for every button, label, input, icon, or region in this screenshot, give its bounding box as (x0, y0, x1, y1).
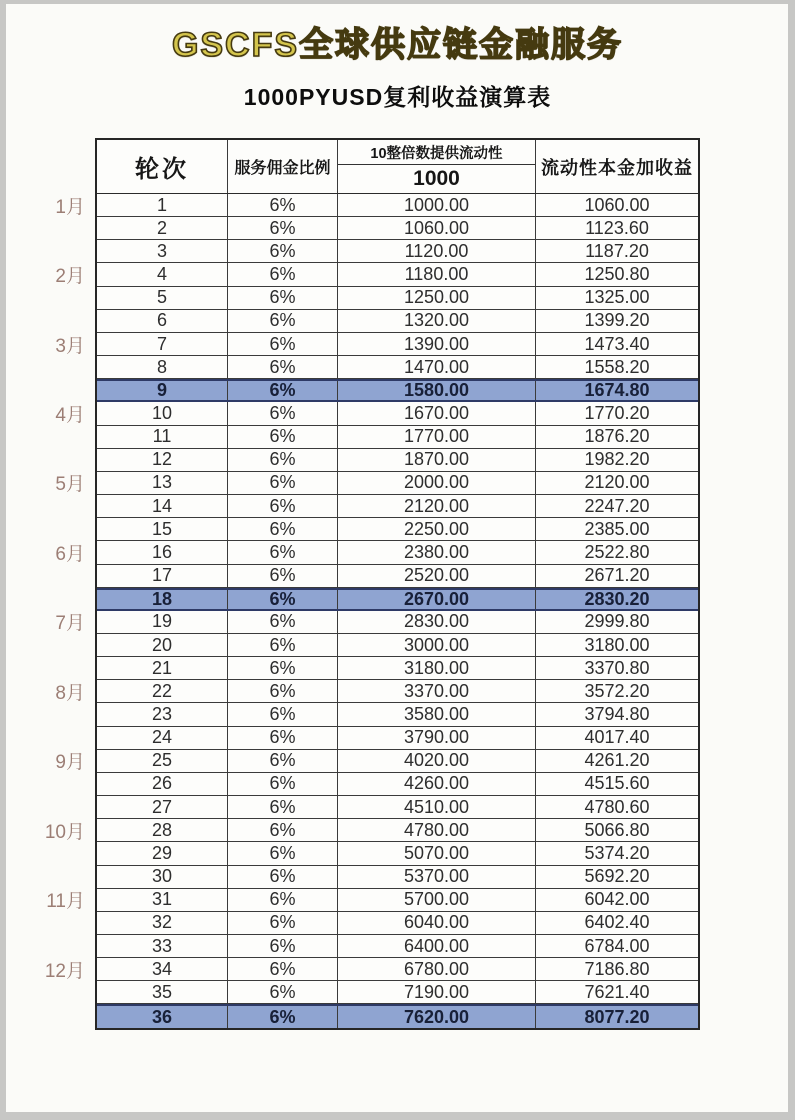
table-row (97, 449, 698, 472)
cell-commission-rate: 6% (228, 912, 338, 934)
cell-round: 7 (97, 333, 228, 355)
cell-liquidity: 1390.00 (338, 333, 536, 355)
header-round: 轮次 (97, 140, 228, 193)
cell-principal-plus-income: 6042.00 (584, 889, 650, 910)
month-label: 11月 (46, 891, 85, 913)
cell-principal-plus-income: 6784.00 (584, 935, 650, 956)
cell-principal-plus-income: 1399.20 (584, 310, 650, 331)
table-row (97, 773, 698, 796)
cell-liquidity: 1000.00 (338, 194, 536, 216)
cell-commission-rate: 6% (228, 935, 338, 957)
cell-liquidity: 2250.00 (338, 518, 536, 540)
table-row (97, 912, 698, 935)
cell-commission-rate: 6% (228, 634, 338, 656)
table-row (97, 565, 698, 588)
cell-principal-plus-income: 1558.20 (584, 356, 650, 377)
table-row (55, 402, 698, 426)
cell-round: 4 (97, 263, 228, 285)
cell-commission-rate: 6% (228, 194, 338, 216)
cell-principal-plus-income: 5692.20 (584, 866, 650, 887)
cell-round: 8 (97, 356, 228, 378)
scan-edge-left (0, 0, 6, 1120)
cell-liquidity: 4260.00 (338, 773, 536, 795)
cell-liquidity: 3000.00 (338, 634, 536, 656)
cell-round: 21 (97, 657, 228, 679)
cell-round: 1 (97, 194, 228, 216)
table-row (55, 680, 698, 704)
month-label: 8月 (55, 682, 85, 704)
header-liquidity (338, 140, 536, 193)
table-row (97, 842, 698, 865)
cell-round: 19 (97, 611, 228, 633)
table-header-row (97, 140, 698, 194)
cell-liquidity: 1250.00 (338, 287, 536, 309)
table-row (55, 750, 698, 774)
cell-liquidity: 1320.00 (338, 310, 536, 332)
cell-liquidity: 5700.00 (338, 889, 536, 911)
cell-liquidity: 2000.00 (338, 472, 536, 494)
cell-liquidity: 1770.00 (338, 426, 536, 448)
cell-principal-plus-income: 1250.80 (584, 264, 650, 285)
cell-round: 33 (97, 935, 228, 957)
cell-liquidity: 5070.00 (338, 842, 536, 864)
cell-principal-plus-income: 4780.60 (584, 796, 650, 817)
cell-liquidity: 3370.00 (338, 680, 536, 702)
cell-principal-plus-income: 1187.20 (585, 240, 649, 261)
cell-round: 27 (97, 796, 228, 818)
cell-commission-rate: 6% (228, 1006, 338, 1027)
cell-round: 28 (97, 819, 228, 841)
brand-title: GSCFS全球供应链金融服务 (171, 26, 624, 64)
cell-commission-rate: 6% (228, 866, 338, 888)
cell-principal-plus-income: 2522.80 (584, 541, 650, 562)
cell-principal-plus-income: 1060.00 (584, 194, 650, 215)
cell-commission-rate: 6% (228, 796, 338, 818)
cell-principal-plus-income: 1674.80 (584, 381, 650, 401)
cell-commission-rate: 6% (228, 495, 338, 517)
cell-round: 12 (97, 449, 228, 471)
cell-principal-plus-income: 4515.60 (584, 773, 650, 794)
table-row (97, 634, 698, 657)
cell-commission-rate: 6% (228, 773, 338, 795)
cell-commission-rate: 6% (228, 611, 338, 633)
cell-principal-plus-income: 3370.80 (584, 657, 650, 678)
cell-commission-rate: 6% (228, 541, 338, 563)
table-row (97, 657, 698, 680)
month-label: 9月 (55, 752, 85, 774)
cell-round: 18 (97, 590, 228, 609)
cell-principal-plus-income: 2999.80 (584, 611, 650, 632)
header-principal-plus-income: 流动性本金加收益 (541, 157, 693, 178)
cell-commission-rate: 6% (228, 889, 338, 911)
table-row (97, 981, 698, 1004)
cell-commission-rate: 6% (228, 356, 338, 378)
cell-round: 14 (97, 495, 228, 517)
cell-principal-plus-income: 1473.40 (584, 333, 650, 354)
table-row (55, 472, 698, 496)
cell-round: 25 (97, 750, 228, 772)
cell-principal-plus-income: 3180.00 (584, 634, 650, 655)
month-label: 2月 (55, 266, 85, 288)
cell-commission-rate: 6% (228, 426, 338, 448)
month-label: 7月 (55, 613, 85, 635)
table-row (97, 518, 698, 541)
cell-liquidity: 6400.00 (338, 935, 536, 957)
cell-commission-rate: 6% (228, 217, 338, 239)
cell-principal-plus-income: 2385.00 (584, 518, 650, 539)
cell-principal-plus-income: 3794.80 (584, 704, 650, 725)
table-row (55, 333, 698, 357)
cell-principal-plus-income: 5066.80 (584, 819, 650, 840)
cell-commission-rate: 6% (228, 472, 338, 494)
cell-commission-rate: 6% (228, 727, 338, 749)
cell-liquidity: 6040.00 (338, 912, 536, 934)
cell-principal-plus-income: 3572.20 (584, 680, 650, 701)
cell-liquidity: 2670.00 (338, 590, 536, 609)
month-label: 4月 (55, 404, 85, 426)
cell-principal-plus-income: 1982.20 (584, 449, 650, 470)
cell-principal-plus-income: 1325.00 (584, 287, 650, 308)
header-commission-rate: 服务佣金比例 (228, 140, 338, 193)
cell-round: 30 (97, 866, 228, 888)
cell-round: 36 (97, 1006, 228, 1027)
cell-liquidity: 2120.00 (338, 495, 536, 517)
cell-commission-rate: 6% (228, 657, 338, 679)
cell-commission-rate: 6% (228, 842, 338, 864)
table-row (97, 866, 698, 889)
cell-round: 16 (97, 541, 228, 563)
month-label: 10月 (44, 821, 85, 843)
cell-principal-plus-income: 4261.20 (584, 750, 650, 771)
cell-commission-rate: 6% (228, 680, 338, 702)
cell-liquidity: 1580.00 (338, 381, 536, 400)
cell-commission-rate: 6% (228, 263, 338, 285)
cell-liquidity: 4020.00 (338, 750, 536, 772)
cell-liquidity: 2830.00 (338, 611, 536, 633)
cell-round: 2 (97, 217, 228, 239)
cell-round: 26 (97, 773, 228, 795)
cell-liquidity: 7190.00 (338, 981, 536, 1003)
cell-round: 24 (97, 727, 228, 749)
table-row (55, 263, 698, 288)
cell-round: 5 (97, 287, 228, 309)
cell-round: 23 (97, 703, 228, 725)
table-row (97, 796, 698, 819)
cell-principal-plus-income: 1770.20 (584, 402, 650, 423)
cell-liquidity: 1120.00 (338, 240, 536, 262)
cell-commission-rate: 6% (228, 381, 338, 400)
cell-liquidity: 3180.00 (338, 657, 536, 679)
cell-round: 9 (97, 381, 228, 400)
scan-edge-right (788, 0, 795, 1120)
cell-principal-plus-income: 6402.40 (584, 912, 650, 933)
table-row (97, 310, 698, 333)
cell-liquidity: 1670.00 (338, 402, 536, 424)
cell-principal-plus-income: 2671.20 (584, 565, 650, 586)
cell-round: 10 (97, 402, 228, 424)
table-row (44, 819, 698, 843)
cell-commission-rate: 6% (228, 449, 338, 471)
table-row (97, 287, 698, 310)
cell-principal-plus-income: 2120.00 (584, 472, 650, 493)
table-body (44, 194, 698, 1028)
cell-liquidity: 4510.00 (338, 796, 536, 818)
cell-round: 35 (97, 981, 228, 1003)
table-row (55, 541, 698, 565)
cell-round: 15 (97, 518, 228, 540)
table-row (97, 426, 698, 449)
cell-liquidity: 2520.00 (338, 565, 536, 587)
table-row (55, 194, 698, 218)
cell-liquidity: 1180.00 (338, 263, 536, 285)
cell-liquidity: 1870.00 (338, 449, 536, 471)
cell-commission-rate: 6% (228, 240, 338, 262)
cell-principal-plus-income: 7621.40 (584, 981, 650, 1002)
cell-liquidity: 7620.00 (338, 1006, 536, 1027)
cell-principal-plus-income: 2830.20 (584, 589, 650, 609)
cell-liquidity: 2380.00 (338, 541, 536, 563)
month-label: 3月 (55, 335, 85, 357)
table-row (44, 958, 698, 982)
cell-commission-rate: 6% (228, 981, 338, 1003)
table-row (55, 611, 698, 635)
cell-commission-rate: 6% (228, 333, 338, 355)
compound-yield-table (44, 138, 700, 1030)
cell-commission-rate: 6% (228, 819, 338, 841)
table-row (97, 495, 698, 518)
page-title: 1000PYUSD复利收益演算表 (243, 84, 552, 110)
header-liquidity-base: 1000 (413, 167, 460, 190)
cell-liquidity: 3580.00 (338, 703, 536, 725)
cell-liquidity: 3790.00 (338, 727, 536, 749)
cell-commission-rate: 6% (228, 750, 338, 772)
table-row (97, 727, 698, 750)
cell-commission-rate: 6% (228, 703, 338, 725)
table-row (97, 1004, 698, 1027)
cell-round: 32 (97, 912, 228, 934)
month-label: 12月 (44, 960, 85, 982)
cell-round: 17 (97, 565, 228, 587)
scan-edge-bottom (0, 1112, 795, 1120)
cell-round: 3 (97, 240, 228, 262)
cell-commission-rate: 6% (228, 590, 338, 609)
table-row (97, 379, 698, 402)
cell-principal-plus-income: 5374.20 (584, 842, 650, 863)
table-row (97, 703, 698, 726)
cell-commission-rate: 6% (228, 310, 338, 332)
cell-principal-plus-income: 2247.20 (584, 495, 650, 516)
cell-round: 22 (97, 680, 228, 702)
header-liquidity-top: 10整倍数提供流动性 (338, 140, 535, 165)
cell-principal-plus-income: 8077.20 (584, 1006, 650, 1027)
cell-principal-plus-income: 1123.60 (585, 217, 649, 238)
table-row (97, 356, 698, 379)
cell-liquidity: 5370.00 (338, 866, 536, 888)
cell-liquidity: 1060.00 (338, 217, 536, 239)
scan-edge-top (0, 0, 795, 4)
month-label: 1月 (55, 196, 85, 218)
cell-commission-rate: 6% (228, 565, 338, 587)
table-row (97, 935, 698, 958)
cell-commission-rate: 6% (228, 287, 338, 309)
cell-commission-rate: 6% (228, 518, 338, 540)
cell-commission-rate: 6% (228, 402, 338, 424)
cell-round: 6 (97, 310, 228, 332)
cell-principal-plus-income: 7186.80 (584, 958, 650, 979)
table-row (46, 889, 698, 913)
table-row (97, 240, 698, 263)
cell-round: 29 (97, 842, 228, 864)
table-row (97, 588, 698, 611)
cell-liquidity: 1470.00 (338, 356, 536, 378)
cell-round: 31 (97, 889, 228, 911)
cell-commission-rate: 6% (228, 958, 338, 980)
month-label: 6月 (55, 543, 85, 565)
cell-round: 34 (97, 958, 228, 980)
cell-round: 20 (97, 634, 228, 656)
cell-liquidity: 4780.00 (338, 819, 536, 841)
cell-principal-plus-income: 4017.40 (584, 727, 650, 748)
table-row (97, 217, 698, 240)
cell-principal-plus-income: 1876.20 (584, 426, 650, 447)
cell-liquidity: 6780.00 (338, 958, 536, 980)
cell-round: 13 (97, 472, 228, 494)
cell-round: 11 (97, 426, 228, 448)
month-label: 5月 (55, 474, 85, 496)
